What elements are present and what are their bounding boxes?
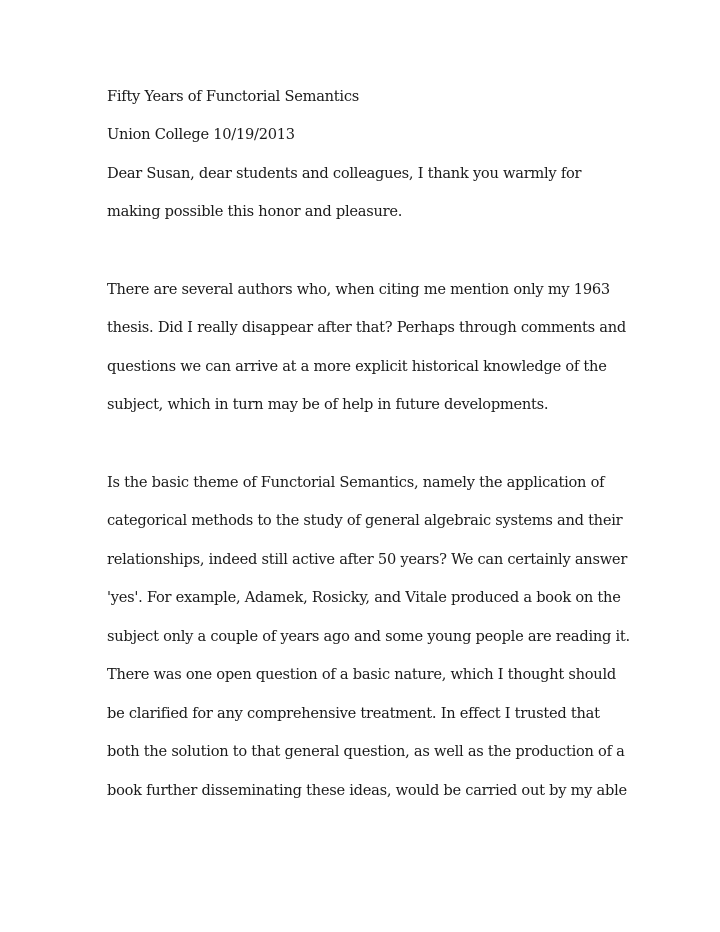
paragraph-3-line: 'yes'. For example, Adamek, Rosicky, and Vitale produced a book on the	[107, 589, 621, 606]
paragraph-1-line: making possible this honor and pleasure.	[107, 203, 403, 220]
paragraph-3-line: book further disseminating these ideas, would be carried out by my able	[107, 782, 627, 799]
paragraph-3-line: There was one open question of a basic nature, which I thought should	[107, 666, 616, 683]
paragraph-2-line: questions we can arrive at a more explicit historical knowledge of the	[107, 358, 607, 375]
paragraph-3-line: Is the basic theme of Functorial Semantics, namely the application of	[107, 474, 605, 491]
paragraph-3-line: be clarified for any comprehensive treatment. In effect I trusted that	[107, 705, 600, 722]
document-title: Fifty Years of Functorial Semantics	[107, 88, 359, 105]
paragraph-2-line: subject, which in turn may be of help in future developments.	[107, 396, 549, 413]
paragraph-3-line: relationships, indeed still active after 50 years? We can certainly answer	[107, 551, 628, 568]
paragraph-3-line: subject only a couple of years ago and some young people are reading it.	[107, 628, 630, 645]
venue-date-line: Union College 10/19/2013	[107, 126, 295, 143]
paragraph-2-line: thesis. Did I really disappear after that? Perhaps through comments and	[107, 319, 626, 336]
paragraph-3-line: both the solution to that general question, as well as the production of a	[107, 743, 625, 760]
paragraph-3-line: categorical methods to the study of general algebraic systems and their	[107, 512, 623, 529]
paragraph-1-line: Dear Susan, dear students and colleagues, I thank you warmly for	[107, 165, 582, 182]
paragraph-2-line: There are several authors who, when citing me mention only my 1963	[107, 281, 610, 298]
